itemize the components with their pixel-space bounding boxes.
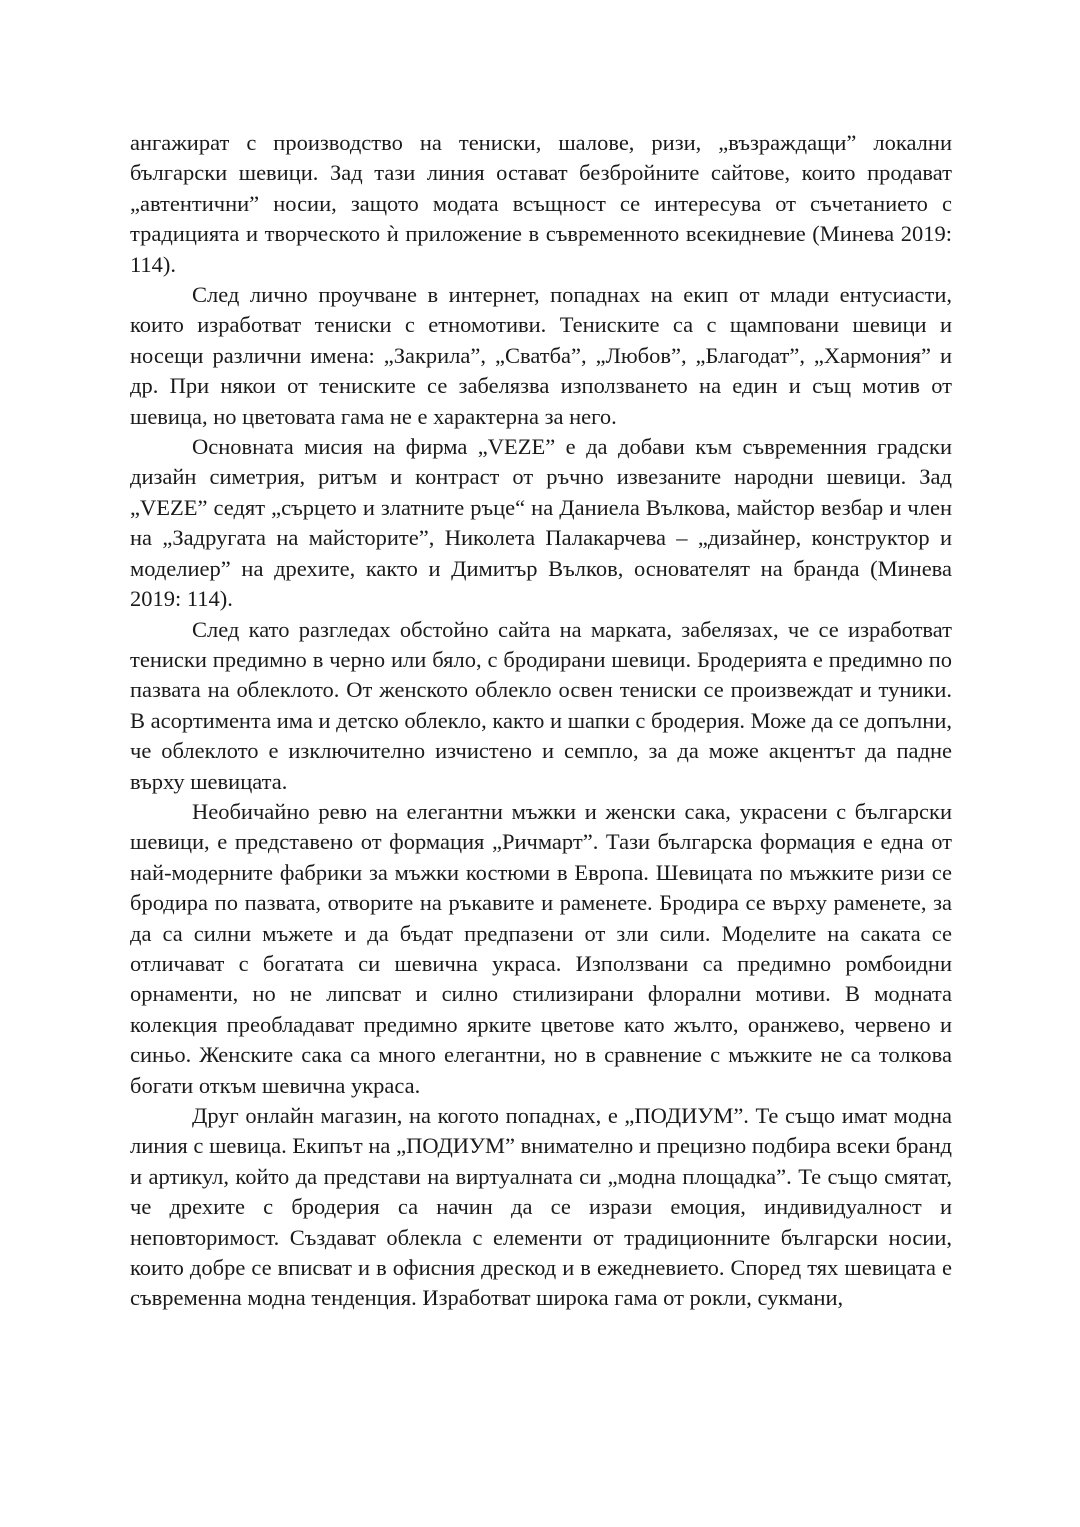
paragraph-richmart: Необичайно ревю на елегантни мъжки и женски сака, украсени с български шевици, е представено от формация „Ричмарт”. Тази българска формация е една от най-модерните фабрики за мъжки костюми в Европа. Шевицата по мъжките ризи се бродира по пазвата, отворите на ръкавите и раменете. Бродира се върху раменете, за да са силни мъжете и да бъдат предпазени от зли сили. Моделите на саката се отличават с богатата си шевична украса. Използвани са предимно ромбоидни орнаменти, но не липсват и силно стилизирани флорални мотиви. В модната колекция преобладават предимно ярките цветове като жълто, оранжево, червено и синьо. Женските сака са много елегантни, но в сравнение с мъжките не са толкова богати откъм шевична украса.: [130, 798, 952, 1098]
paragraph-podium: Друг онлайн магазин, на когото попаднах, е „ПОДИУМ”. Те също имат модна линия с шевица. Екипът на „ПОДИУМ” внимателно и прецизно подбира всеки бранд и артикул, който да представи на виртуалната си „модна площадка”. Те също смятат, че дрехите с бродерия са начин да се изрази емоция, индивидуалност и неповторимост. Създават облекла с елементи от традиционните български носии, които добре се вписват и в офисния дрескод и в ежедневието. Според тях шевицата е съвременна модна тенденция. Изработват широка гама от рокли, сукмани,: [130, 1103, 952, 1311]
paragraph-brand-site: След като разгледах обстойно сайта на марката, забелязах, че се изработват тениски предимно в черно или бяло, с бродирани шевици. Бродерията е предимно по пазвата на облеклото. От женското облекло освен тениски се произвеждат и туники. В асортимента има и детско облекло, както и шапки с бродерия. Може да се допълни, че облеклото е изключително изчистено и семпло, за да може акцентът да падне върху шевицата.: [130, 616, 952, 794]
paragraph-veze-mission: Основната мисия на фирма „VEZE” е да добави към съвременния градски дизайн симетрия, ритъм и контраст от ръчно извезаните народни шевици. Зад „VEZE” седят „сърцето и златните ръце“ на Даниела Вълкова, майстор везбар и член на „Задругата на майсторите”, Николета Палакарчева – „дизайнер, конструктор и моделиер” на дрехите, както и Димитър Вълков, основателят на бранда (Минева 2019: 114).: [130, 434, 952, 612]
paragraph-online-research: След лично проучване в интернет, попаднах на екип от млади ентусиасти, които изработват тениски с етномотиви. Тениските са с щамповани шевици и носещи различни имена: „Закрила”, „Сватба”, „Любов”, „Благодат”, „Хармония” и др. При някои от тениските се забелязва използването на един и същ мотив от шевица, но цветовата гама не е характерна за него.: [130, 282, 952, 429]
paragraph-continuation: ангажират с производство на тениски, шалове, ризи, „възраждащи” локални български шевици. Зад тази линия остават безбройните сайтове, които продават „автентични” носии, защото модата всъщност се интересува от съчетанието с традицията и творческото ѝ приложение в съвременното всекидневие (Минева 2019: 114).: [130, 130, 952, 277]
body-text: [130, 128, 952, 1314]
